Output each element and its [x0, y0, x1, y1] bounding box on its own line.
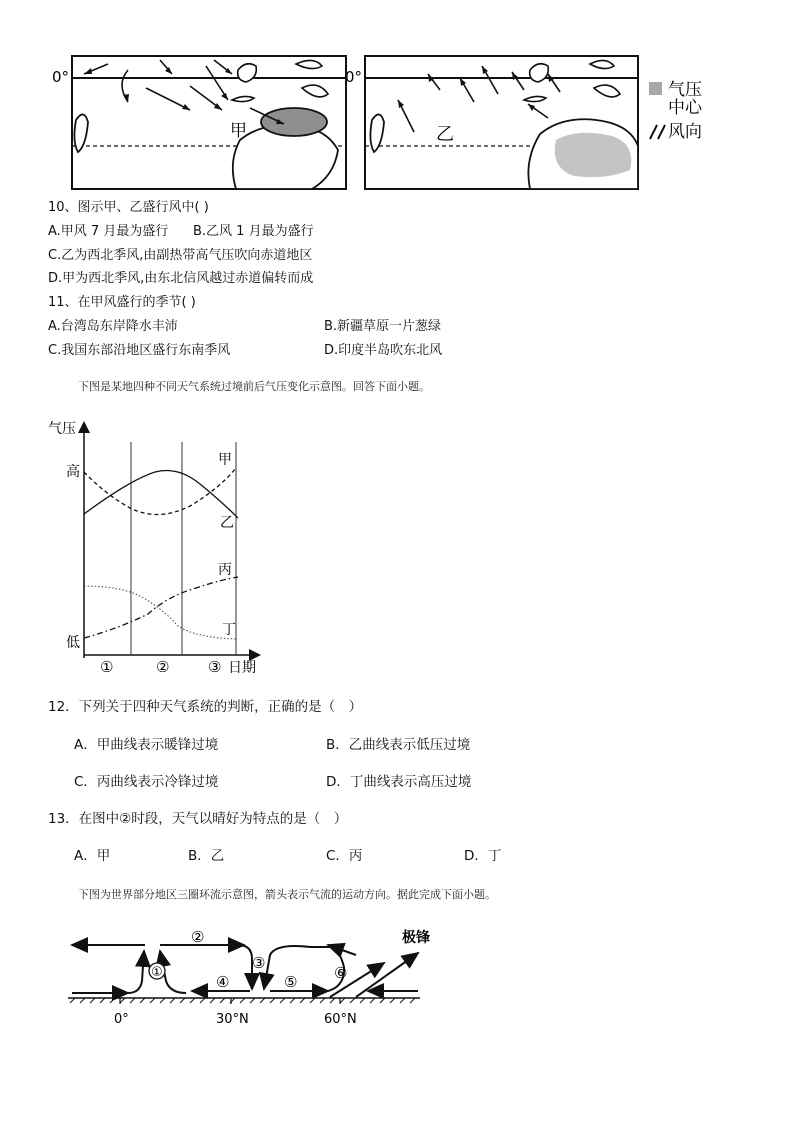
y-label-high: 高 [66, 464, 80, 480]
label-jia: 甲 [230, 121, 247, 141]
q11-stem: 11、在甲风盛行的季节( ) [48, 295, 196, 310]
pressure-center-left [261, 108, 327, 136]
y-label-low: 低 [66, 635, 80, 651]
q12-option-d[interactable]: D．丁曲线表示高压过境 [326, 774, 472, 790]
map-left [72, 56, 346, 189]
q11-option-c[interactable]: C.我国东部沿地区盛行东南季风 [48, 343, 231, 358]
q12-option-a[interactable]: A．甲曲线表示暖锋过境 [74, 737, 219, 753]
equator-label-right: 0° [345, 68, 363, 86]
pressure-center-swatch [649, 82, 662, 95]
front-label: 极锋 [402, 930, 430, 946]
x-axis-title: 日期 [228, 660, 256, 676]
q13-option-d[interactable]: D．丁 [464, 848, 502, 864]
cell-label-4: ④ [216, 973, 230, 991]
legend-wind-direction: 风向 [668, 122, 702, 142]
q13-stem: 13．在图中②时段，天气以晴好为特点的是（ ） [48, 811, 348, 827]
q11-option-b[interactable]: B.新疆草原一片葱绿 [324, 319, 442, 334]
curve-bing [84, 577, 238, 638]
cell-label-3: ③ [252, 954, 266, 972]
q12-option-b[interactable]: B．乙曲线表示低压过境 [326, 737, 471, 753]
cell-label-1: ① [151, 965, 163, 980]
lat-label-30: 30°N [216, 1012, 249, 1027]
legend-pressure-line1: 气压 [668, 80, 702, 100]
lat-label-0: 0° [114, 1012, 129, 1027]
airflow-arrows [72, 945, 418, 997]
legend-pressure-line2: 中心 [668, 98, 702, 118]
q10-option-b[interactable]: B.乙风 1 月最为盛行 [193, 224, 314, 239]
label-yi: 乙 [436, 124, 454, 145]
q10-stem: 10、图示甲、乙盛行风中( ) [48, 200, 209, 215]
q13-option-c[interactable]: C．丙 [326, 848, 363, 864]
q12-option-c[interactable]: C．丙曲线表示冷锋过境 [74, 774, 219, 790]
q13-option-a[interactable]: A．甲 [74, 848, 111, 864]
curve-label-bing: 丙 [218, 562, 232, 578]
curve-label-yi: 乙 [220, 515, 234, 531]
cell-label-5: ⑤ [284, 973, 298, 991]
q10-option-a[interactable]: A.甲风 7 月最为盛行 [48, 224, 169, 239]
period-label-3: ③ [208, 658, 222, 676]
q11-option-a[interactable]: A.台湾岛东岸降水丰沛 [48, 319, 178, 334]
lat-label-60: 60°N [324, 1012, 357, 1027]
cell-label-2: ② [191, 928, 205, 946]
q11-option-d[interactable]: D.印度半岛吹东北风 [324, 343, 443, 358]
circulation-figure [0, 915, 794, 1035]
q10-option-d[interactable]: D.甲为西北季风,由东北信风越过赤道偏转而成 [48, 271, 314, 286]
curve-yi [84, 468, 236, 515]
equator-label-left: 0° [52, 68, 70, 86]
map-right [365, 56, 638, 189]
curve-label-jia: 甲 [218, 452, 232, 468]
q12-stem: 12．下列关于四种天气系统的判断，正确的是（ ） [48, 699, 363, 715]
monsoon-map-figure [0, 0, 794, 195]
curve-jia [84, 471, 238, 519]
period-label-2: ② [156, 658, 170, 676]
q13-option-b[interactable]: B．乙 [188, 848, 225, 864]
cell-label-6: ⑥ [334, 964, 348, 982]
y-axis-title: 气压 [48, 421, 76, 437]
pressure-chart [0, 410, 794, 680]
intro-circulation: 下图为世界部分地区三圈环流示意图，箭头表示气流的运动方向。据此完成下面小题。 [78, 888, 496, 901]
map-legend [649, 80, 703, 142]
wind-direction-icon [650, 125, 665, 139]
intro-pressure: 下图是某地四种不同天气系统过境前后气压变化示意图。回答下面小题。 [78, 380, 430, 393]
curve-label-ding: 丁 [222, 622, 236, 638]
q10-option-c[interactable]: C.乙为西北季风,由副热带高气压吹向赤道地区 [48, 248, 313, 263]
period-label-1: ① [100, 658, 114, 676]
